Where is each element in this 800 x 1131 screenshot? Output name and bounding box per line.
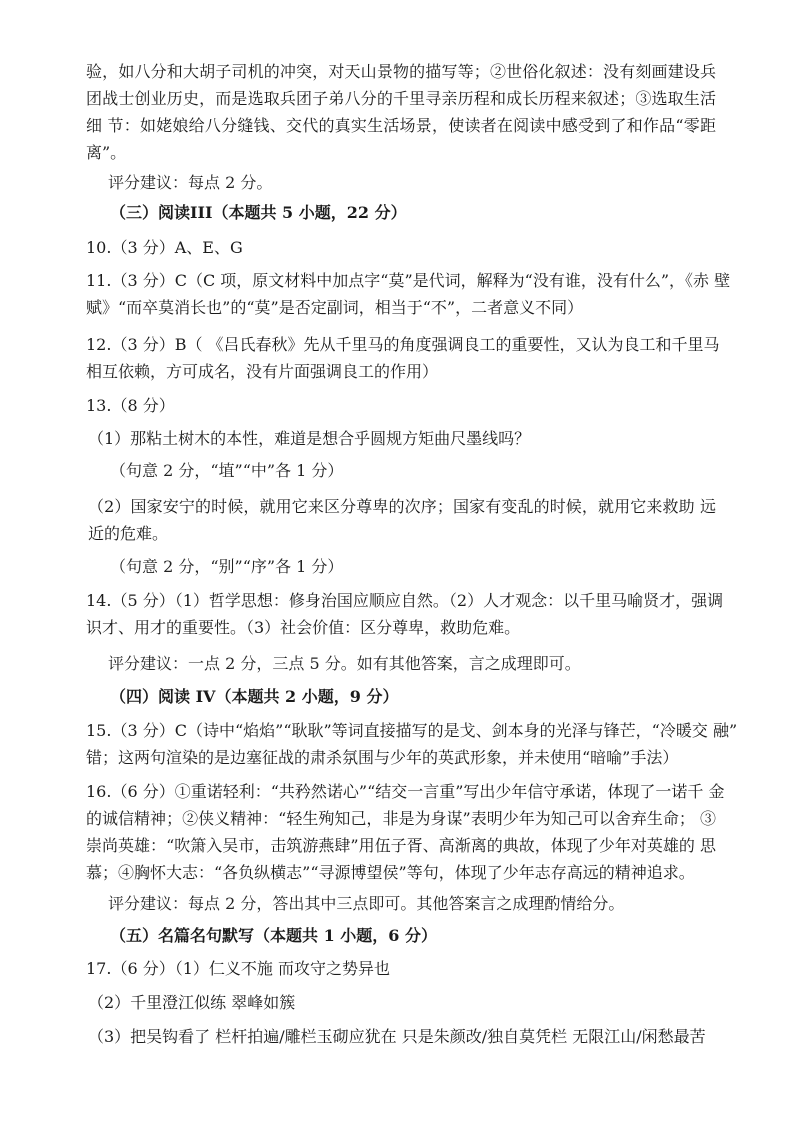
answer-q10: [86, 234, 716, 261]
answer-q13-part2: [88, 493, 716, 547]
text-line: 评分建议：每点 2 分，答出其中三点即可。其他答案言之成理酌情给分。: [108, 894, 625, 913]
text-line: （三）阅读III（本题共 5 小题，22 分）: [110, 203, 407, 222]
scoring-note-q13-part1: [110, 457, 718, 484]
answer-q17-part3: [88, 1023, 716, 1050]
answer-q13-head: [86, 392, 716, 419]
text-line: 离”。: [86, 143, 127, 162]
text-line: （句意 2 分，“别”“序”各 1 分）: [110, 557, 344, 576]
text-line: （句意 2 分，“埴”“中”各 1 分）: [110, 461, 344, 480]
scoring-note-q16: [108, 890, 716, 917]
text-line: 评分建议：一点 2 分，三点 5 分。如有其他答案，言之成理即可。: [108, 654, 581, 673]
scoring-note-q13-part2: [110, 553, 718, 580]
text-line: 17.（6 分）（1）仁义不施 而攻守之势异也: [86, 959, 390, 978]
text-line: 细 节：如姥娘给八分缝钱、交代的真实生活场景，使读者在阅读中感受到了和作品“零距: [86, 116, 716, 135]
answer-q17-part2: [88, 989, 716, 1016]
text-line: 团战士创业历史，而是选取兵团子弟八分的千里寻亲历程和成长历程来叙述；③选取生活: [86, 89, 716, 108]
text-line: 14.（5 分）（1）哲学思想：修身治国应顺应自然。（2）人才观念：以千里马喻贤才，强调: [86, 591, 724, 610]
scoring-note-q14: [108, 650, 716, 677]
text-line: 崇尚英雄：“吹箫入吴市，击筑游燕肆”用伍子胥、高渐离的典故，体现了少年对英雄的 思: [86, 836, 716, 855]
text-line: 的诚信精神；②侠义精神：“轻生殉知己，非是为身谋”表明少年为知己可以舍弃生命； ③: [86, 809, 716, 828]
text-line: 慕；④胸怀大志：“各负纵横志”“寻源博望侯”等句，体现了少年志存高远的精神追求。: [86, 863, 695, 882]
text-line: （五）名篇名句默写（本题共 1 小题，6 分）: [110, 926, 437, 945]
text-line: 11.（3 分）C（C 项，原文材料中加点字“莫”是代词，解释为“没有谁，没有什么”，《赤 壁: [86, 271, 731, 290]
section-heading-5: [110, 922, 716, 949]
section-heading-3: [110, 199, 716, 226]
text-line: 验，如八分和大胡子司机的冲突，对天山景物的描写等；②世俗化叙述：没有刻画建设兵: [86, 62, 716, 81]
text-line: 评分建议：每点 2 分。: [108, 173, 273, 192]
answer-q15: [86, 717, 738, 771]
answer-q9-continuation: [86, 58, 716, 166]
text-line: （2）国家安宁的时候，就用它来区分尊卑的次序；国家有变乱的时候，就用它来救助 远: [88, 497, 716, 516]
text-line: 识才、用才的重要性。（3）社会价值：区分尊卑，救助危难。: [86, 618, 521, 637]
text-line: 15.（3 分）C（诗中“焰焰”“耿耿”等词直接描写的是戈、剑本身的光泽与锋芒，“冷暖交 融”: [86, 721, 738, 740]
text-line: 13.（8 分）: [86, 396, 175, 415]
scoring-note-q9: [108, 169, 716, 196]
text-line: （四）阅读 IV（本题共 2 小题，9 分）: [110, 687, 399, 706]
answer-q16: [86, 778, 725, 886]
text-line: 错；这两句渲染的是边塞征战的肃杀氛围与少年的英武形象，并未使用“暗喻”手法）: [86, 748, 679, 767]
text-line: （1）那粘土树木的本性，难道是想合乎圆规方矩曲尺墨线吗？: [88, 429, 531, 448]
answer-q12: [86, 331, 720, 385]
text-line: 赋》“而卒莫消长也”的“莫”是否定副词，相当于“不”，二者意义不同）: [86, 298, 584, 317]
text-line: 相互依赖，方可成名，没有片面强调良工的作用）: [86, 362, 439, 381]
text-line: 16.（6 分）①重诺轻利：“共矜然诺心”“结交一言重”写出少年信守承诺，体现了一诺千 金: [86, 782, 725, 801]
text-line: （3）把吴钩看了 栏杆拍遍/雕栏玉砌应犹在 只是朱颜改/独自莫凭栏 无限江山/闲愁最苦: [88, 1027, 706, 1046]
answer-q14: [86, 587, 724, 641]
text-line: 近的危难。: [88, 524, 169, 543]
answer-q13-part1: [88, 425, 716, 452]
text-line: （2）千里澄江似练 翠峰如簇: [88, 993, 296, 1012]
section-heading-4: [110, 683, 716, 710]
text-line: 12.（3 分）B（ 《吕氏春秋》先从千里马的角度强调良工的重要性，又认为良工和千里马: [86, 335, 720, 354]
answer-q11: [86, 267, 731, 321]
answer-q17-part1: [86, 955, 716, 982]
text-line: 10.（3 分）A、E、G: [86, 238, 243, 257]
